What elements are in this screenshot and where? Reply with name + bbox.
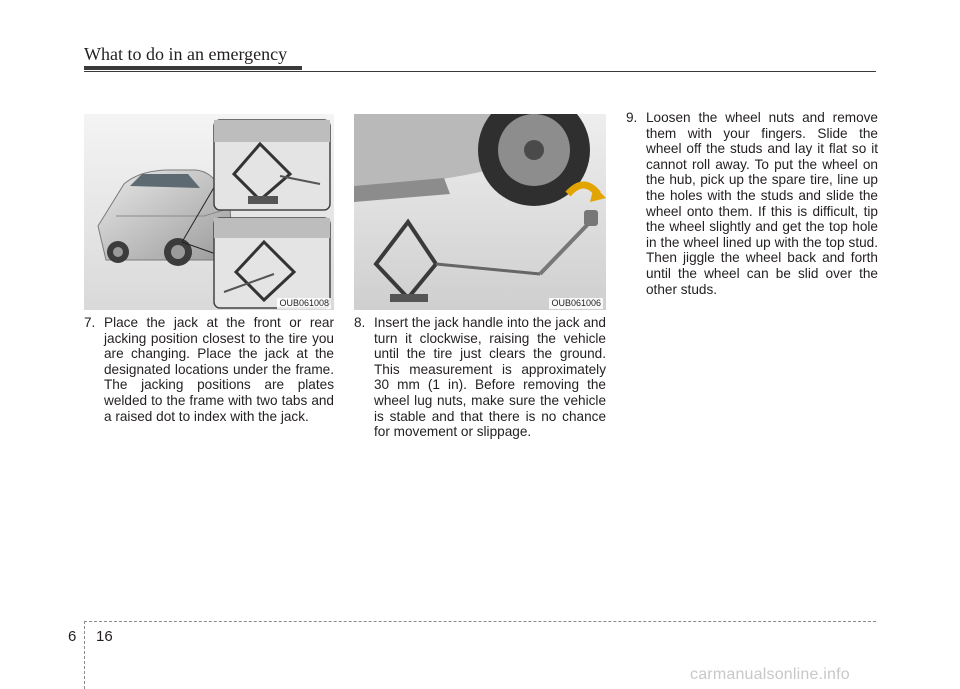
- car-jack-illustration: [84, 114, 334, 310]
- step-text: Loosen the wheel nuts and remove them with your fingers. Slide the wheel off the studs and lay it flat so it cannot roll away. To put the wheel on the hub, pick up the spare tire, line up the holes with the studs and slide the wheel onto them. If this is difficult, tip the wheel slightly and get the top hole in the wheel lined up with the top stud. Then jiggle the wheel back and forth until the wheel can be slid over the other studs.: [646, 110, 878, 297]
- figure-code: OUB061006: [551, 298, 601, 308]
- page-number: 16: [96, 628, 113, 645]
- step-number: 7.: [84, 315, 96, 330]
- step-number: 8.: [354, 315, 366, 330]
- jack-handle-illustration: [354, 114, 606, 310]
- footer-divider: [84, 621, 85, 689]
- watermark: carmanualsonline.info: [690, 666, 850, 683]
- step-text: Insert the jack handle into the jack and turn it clockwise, raising the vehicle until the tire just clears the ground. This measurement is approximately 30 mm (1 in). Before removing the wheel lug nuts, make sure the vehicle is stable and that there is no chance for movement or slippage.: [374, 315, 606, 440]
- step-8: [354, 315, 606, 440]
- figure-jacking-positions: [84, 114, 334, 310]
- header-rule: [84, 71, 876, 72]
- figure-raising-vehicle: [354, 114, 606, 310]
- header-accent-bar: [84, 66, 302, 70]
- step-9: [626, 110, 878, 297]
- step-number: 9.: [626, 110, 638, 125]
- footer-rule: [84, 621, 876, 622]
- step-7: [84, 315, 334, 424]
- step-text: Place the jack at the front or rear jacking position closest to the tire you are changing. Place the jack at the designated locations under the frame. The jacking positions are plates welded to the frame with two tabs and a raised dot to index with the jack.: [104, 315, 334, 424]
- chapter-number: 6: [68, 628, 77, 645]
- page-header-title: What to do in an emergency: [84, 44, 288, 64]
- figure-code: OUB061008: [279, 298, 329, 308]
